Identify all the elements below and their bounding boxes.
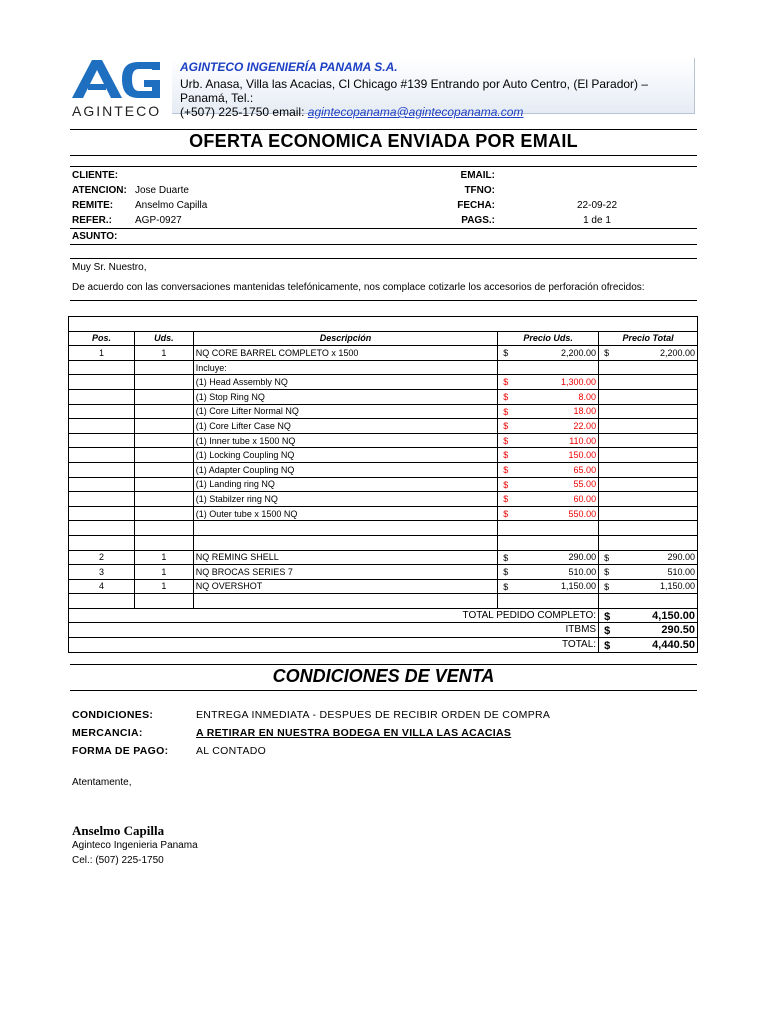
total-pedido-value: [599, 608, 698, 623]
total-price-cell: [599, 506, 698, 521]
table-row: [69, 360, 698, 375]
description-cell: (1) Core Lifter Normal NQ: [193, 404, 497, 419]
empty-cell: [134, 521, 193, 536]
unit-price-cell: [498, 462, 599, 477]
total-price-cell: [599, 360, 698, 375]
divider: [70, 129, 697, 130]
uds-cell: 1: [134, 579, 193, 594]
empty-cell: [498, 521, 599, 536]
uds-cell: [134, 506, 193, 521]
currency-symbol: $: [604, 552, 610, 563]
description-cell: NQ CORE BARREL COMPLETO x 1500: [193, 346, 497, 361]
unit-price-cell: [498, 433, 599, 448]
grand-total-label: TOTAL:: [69, 638, 599, 653]
atencion-label: ATENCION:: [72, 185, 127, 196]
greeting: Muy Sr. Nuestro,: [72, 262, 147, 273]
empty-cell: [599, 535, 698, 550]
empty-cell: [193, 535, 497, 550]
divider: [70, 155, 697, 156]
table-row: [69, 565, 698, 580]
currency-symbol: $: [604, 640, 611, 653]
unit-price-cell-amount: 2,200.00: [561, 347, 597, 358]
condiciones-value: ENTREGA INMEDIATA - DESPUES DE RECIBIR ORDEN DE COMPRA: [196, 709, 551, 721]
grand-total-amount: 4,440.50: [652, 638, 695, 651]
blank-row: [69, 535, 698, 550]
description-cell: (1) Landing ring NQ: [193, 477, 497, 492]
currency-symbol: $: [503, 406, 509, 417]
unit-price-cell: [498, 506, 599, 521]
pos-cell: [69, 448, 135, 463]
description-cell: (1) Locking Coupling NQ: [193, 448, 497, 463]
pos-cell: 4: [69, 579, 135, 594]
currency-symbol: $: [503, 552, 509, 563]
pos-cell: [69, 462, 135, 477]
divider: [70, 258, 697, 259]
pos-cell: 2: [69, 550, 135, 565]
signature-company: Aginteco Ingenieria Panama: [72, 840, 198, 851]
email-label: EMAIL:: [460, 170, 495, 181]
pags-label: PAGS.:: [461, 215, 495, 226]
pos-cell: [69, 360, 135, 375]
refer-value: AGP-0927: [135, 215, 182, 226]
total-price-cell-amount: 510.00: [667, 566, 695, 577]
fecha-label: FECHA:: [457, 200, 495, 211]
blank-row: [69, 594, 698, 609]
table-row: [69, 506, 698, 521]
unit-price-cell-amount: 1,150.00: [561, 581, 597, 592]
table-row: [69, 346, 698, 361]
itbms-row: [69, 623, 698, 638]
unit-price-cell-amount: 110.00: [569, 435, 597, 446]
total-price-cell: [599, 462, 698, 477]
unit-price-cell-amount: 65.00: [573, 464, 597, 475]
refer-label: REFER.:: [72, 215, 112, 226]
currency-symbol: $: [604, 581, 610, 592]
empty-cell: [69, 521, 135, 536]
table-header-row: [69, 331, 698, 346]
unit-price-cell: [498, 579, 599, 594]
currency-symbol: $: [503, 494, 509, 505]
pos-cell: 3: [69, 565, 135, 580]
currency-symbol: $: [604, 348, 610, 359]
unit-price-cell: [498, 550, 599, 565]
total-pedido-amount: 4,150.00: [652, 609, 695, 622]
grand-total-value: [599, 638, 698, 653]
uds-cell: [134, 419, 193, 434]
currency-symbol: $: [503, 348, 509, 359]
total-price-cell: [599, 404, 698, 419]
uds-cell: 1: [134, 565, 193, 580]
condiciones-label: CONDICIONES:: [72, 709, 154, 721]
unit-price-cell: [498, 565, 599, 580]
currency-symbol: $: [503, 508, 509, 519]
pos-cell: [69, 492, 135, 507]
description-cell: NQ OVERSHOT: [193, 579, 497, 594]
table-row: [69, 550, 698, 565]
table-row: [69, 579, 698, 594]
pos-cell: [69, 389, 135, 404]
pos-cell: [69, 404, 135, 419]
currency-symbol: $: [503, 464, 509, 475]
uds-cell: [134, 389, 193, 404]
unit-price-cell-amount: 60.00: [573, 493, 597, 504]
uds-cell: [134, 492, 193, 507]
total-price-cell: [599, 389, 698, 404]
header-uds: Uds.: [134, 331, 193, 346]
unit-price-cell-amount: 150.00: [568, 450, 597, 461]
empty-cell: [498, 594, 599, 609]
unit-price-cell: [498, 477, 599, 492]
description-cell: (1) Core Lifter Case NQ: [193, 419, 497, 434]
total-price-cell: [599, 419, 698, 434]
empty-cell: [599, 594, 698, 609]
divider: [70, 690, 697, 691]
company-name: AGINTECO INGENIERÍA PANAMA S.A.: [180, 60, 398, 74]
logo-wordmark: AGINTECO: [72, 103, 162, 119]
table-row: [69, 375, 698, 390]
table-row: [69, 419, 698, 434]
currency-symbol: $: [503, 479, 509, 490]
phone-email-prefix: (+507) 225-1750 email:: [180, 105, 305, 119]
pos-cell: [69, 433, 135, 448]
uds-cell: 1: [134, 346, 193, 361]
header-descripcion: Descripción: [193, 331, 497, 346]
uds-cell: [134, 448, 193, 463]
table-row: [69, 389, 698, 404]
pos-cell: [69, 506, 135, 521]
unit-price-cell-amount: 8.00: [578, 391, 597, 402]
uds-cell: [134, 477, 193, 492]
total-price-cell-amount: 2,200.00: [659, 347, 695, 358]
table-row: [69, 448, 698, 463]
total-price-cell: [599, 448, 698, 463]
table-row: [69, 433, 698, 448]
empty-cell: [498, 535, 599, 550]
empty-cell: [134, 535, 193, 550]
table-row: [69, 404, 698, 419]
total-pedido-label: TOTAL PEDIDO COMPLETO:: [69, 608, 599, 623]
total-price-cell: [599, 492, 698, 507]
empty-cell: [193, 594, 497, 609]
total-price-cell: [599, 375, 698, 390]
total-price-cell: [599, 346, 698, 361]
currency-symbol: $: [503, 377, 509, 388]
divider: [70, 664, 697, 665]
mercancia-value: A RETIRAR EN NUESTRA BODEGA EN VILLA LAS ACACIAS: [196, 727, 512, 739]
unit-price-cell: [498, 360, 599, 375]
empty-cell: [69, 535, 135, 550]
unit-price-cell: [498, 448, 599, 463]
description-cell: (1) Head Assembly NQ: [193, 375, 497, 390]
unit-price-cell-amount: 55.00: [573, 479, 597, 490]
unit-price-cell-amount: 290.00: [568, 552, 597, 563]
pos-cell: [69, 477, 135, 492]
empty-cell: [193, 521, 497, 536]
forma-pago-value: AL CONTADO: [196, 745, 267, 757]
total-price-cell: [599, 565, 698, 580]
header-pos: Pos.: [69, 331, 135, 346]
unit-price-cell-amount: 550.00: [568, 508, 597, 519]
currency-symbol: $: [604, 567, 610, 578]
table-spacer: [69, 317, 698, 332]
description-cell: (1) Stop Ring NQ: [193, 389, 497, 404]
description-cell: NQ REMING SHELL: [193, 550, 497, 565]
unit-price-cell: [498, 346, 599, 361]
uds-cell: [134, 404, 193, 419]
closing-salutation: Atentamente,: [72, 777, 132, 788]
asunto-label: ASUNTO:: [72, 231, 118, 242]
total-price-cell: [599, 477, 698, 492]
unit-price-cell-amount: 1,300.00: [561, 377, 597, 388]
address-text: Urb. Anasa, Villa las Acacias, Cl Chicago #139 Entrando por Auto Centro, (El Parador) – Panamá, Tel.:: [180, 77, 649, 105]
uds-cell: [134, 375, 193, 390]
intro-text: De acuerdo con las conversaciones mantenidas telefónicamente, nos complace cotizarle los accesorios de perforación ofrecidos:: [72, 282, 645, 293]
grand-total-row: [69, 638, 698, 653]
description-cell: (1) Adapter Coupling NQ: [193, 462, 497, 477]
unit-price-cell: [498, 492, 599, 507]
divider: [70, 228, 697, 229]
signature-phone: Cel.: (507) 225-1750: [72, 855, 164, 866]
unit-price-cell: [498, 375, 599, 390]
divider: [70, 244, 697, 245]
currency-symbol: $: [503, 581, 509, 592]
header-precio-total: Precio Total: [599, 331, 698, 346]
divider: [70, 300, 697, 301]
blank-row: [69, 521, 698, 536]
empty-cell: [134, 594, 193, 609]
empty-cell: [599, 521, 698, 536]
itbms-value: [599, 623, 698, 638]
uds-cell: [134, 360, 193, 375]
unit-price-cell-amount: 22.00: [573, 420, 597, 431]
currency-symbol: $: [604, 625, 611, 638]
remite-label: REMITE:: [72, 200, 114, 211]
header-precio-uds: Precio Uds.: [498, 331, 599, 346]
remite-value: Anselmo Capilla: [135, 200, 208, 211]
description-cell: Incluye:: [193, 360, 497, 375]
total-pedido-row: [69, 608, 698, 623]
itbms-amount: 290.50: [661, 624, 695, 637]
atencion-value: Jose Duarte: [135, 185, 189, 196]
company-email-link[interactable]: agintecopanama@agintecopanama.com: [307, 105, 524, 119]
divider: [70, 166, 697, 167]
currency-symbol: $: [503, 567, 509, 578]
currency-symbol: $: [604, 610, 611, 623]
description-cell: (1) Inner tube x 1500 NQ: [193, 433, 497, 448]
signature-name: Anselmo Capilla: [72, 823, 165, 838]
currency-symbol: $: [503, 435, 509, 446]
table-row: [69, 492, 698, 507]
company-address: [180, 77, 650, 119]
unit-price-cell: [498, 419, 599, 434]
description-cell: (1) Stabilzer ring NQ: [193, 492, 497, 507]
currency-symbol: $: [503, 421, 509, 432]
description-cell: NQ BROCAS SERIES 7: [193, 565, 497, 580]
total-price-cell-amount: 290.00: [667, 552, 695, 563]
pos-cell: [69, 375, 135, 390]
total-price-cell: [599, 433, 698, 448]
fecha-value: 22-09-22: [576, 200, 618, 211]
pos-cell: [69, 419, 135, 434]
cliente-label: CLIENTE:: [72, 170, 119, 181]
unit-price-cell-amount: 18.00: [573, 406, 597, 417]
pags-value: 1 de 1: [583, 215, 611, 226]
uds-cell: [134, 433, 193, 448]
table-row: [69, 477, 698, 492]
unit-price-cell: [498, 404, 599, 419]
currency-symbol: $: [503, 391, 509, 402]
unit-price-cell: [498, 389, 599, 404]
empty-cell: [69, 594, 135, 609]
total-price-cell-amount: 1,150.00: [659, 581, 695, 592]
total-price-cell: [599, 579, 698, 594]
description-cell: (1) Outer tube x 1500 NQ: [193, 506, 497, 521]
unit-price-cell-amount: 510.00: [568, 566, 597, 577]
mercancia-label: MERCANCIA:: [72, 727, 143, 739]
uds-cell: [134, 462, 193, 477]
table-row: [69, 462, 698, 477]
total-price-cell: [599, 550, 698, 565]
currency-symbol: $: [503, 450, 509, 461]
uds-cell: 1: [134, 550, 193, 565]
conditions-title: CONDICIONES DE VENTA: [272, 666, 495, 686]
page-title: OFERTA ECONOMICA ENVIADA POR EMAIL: [189, 131, 578, 151]
itbms-label: ITBMS: [69, 623, 599, 638]
pos-cell: 1: [69, 346, 135, 361]
forma-pago-label: FORMA DE PAGO:: [72, 745, 169, 757]
tfno-label: TFNO:: [464, 185, 495, 196]
items-table: [68, 316, 698, 653]
